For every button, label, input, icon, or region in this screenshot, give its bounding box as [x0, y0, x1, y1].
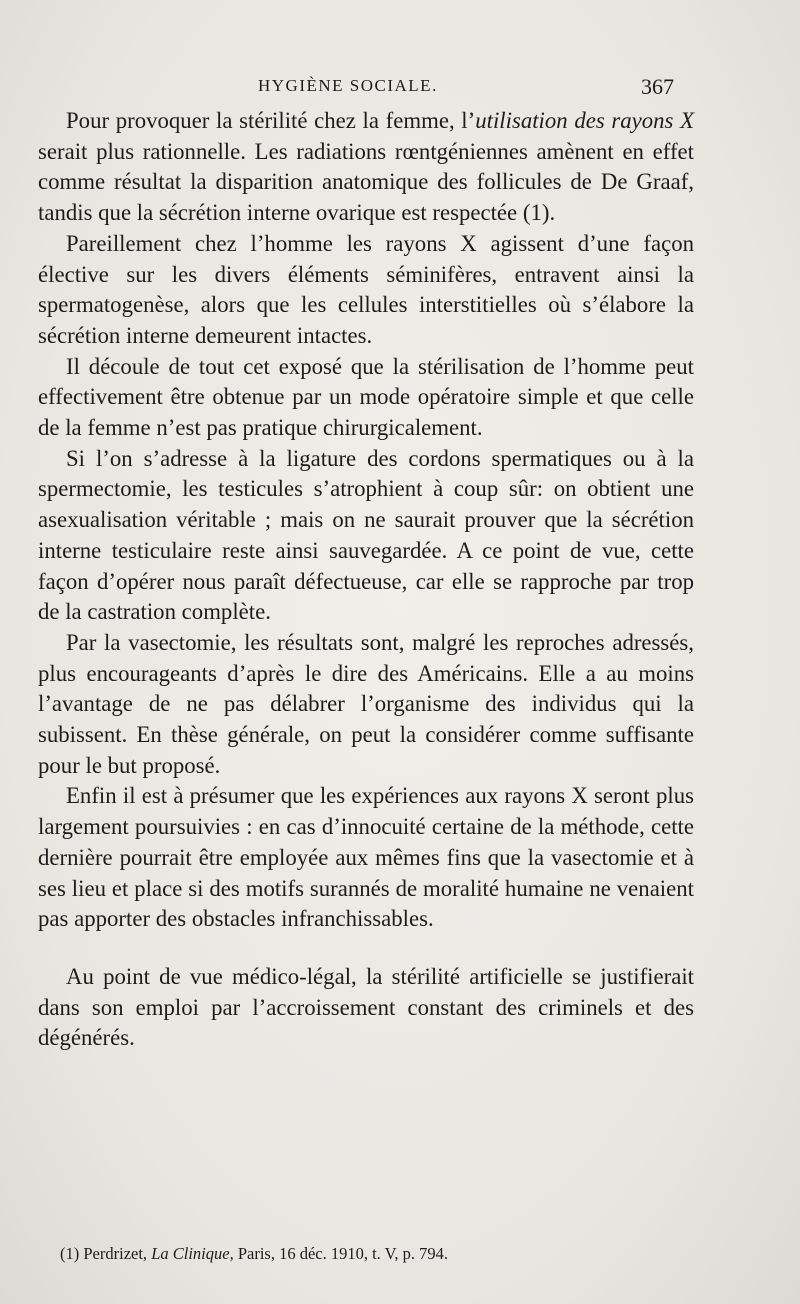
running-title: HYGIÈNE SOCIALE.: [258, 76, 438, 95]
paragraph-xray-women: [38, 106, 694, 229]
paragraph-1-lead: Pour provoquer la stérilité chez la femme, l’: [66, 108, 476, 133]
paragraph-xray-future: Enfin il est à présumer que les expériences aux rayons X seront plus largement poursuivies : en cas d’innocuité certaine de la méthode, cette dernière pourrait être employée aux mêmes fins que la vasectomie et à ses lieu et place si des motifs surannés de moralité humaine ne venaient pas apporter des obstacles infranchissables.: [38, 783, 694, 932]
paragraph-xray-men: Pareillement chez l’homme les rayons X agissent d’une façon élective sur les divers éléments séminifères, entravent ainsi la spermatogenèse, alors que les cellules interstitielles où s’élabore la sécrétion interne demeurent intactes.: [38, 230, 694, 348]
paragraph-conclusion: Il découle de tout cet exposé que la stérilisation de l’homme peut effectivement être obtenue par un mode opératoire simple et que celle de la femme n’est pas pratique chirurgicalement.: [38, 353, 694, 441]
paragraph-ligature: Si l’on s’adresse à la ligature des cordons spermatiques ou à la spermectomie, les testicules s’atrophient à coup sûr: on obtient une asexualisation véritable ; mais on ne saurait prouver que la sécrétion interne testiculaire reste ainsi sauvegardée. A ce point de vue, cette façon d’opérer nous paraît défectueuse, car elle se rapproche par trop de la castration complète.: [38, 445, 694, 625]
running-head: [0, 74, 800, 104]
footnote-details: Paris, 16 déc. 1910, t. V, p. 794.: [237, 1244, 449, 1263]
page-number: 367: [641, 74, 674, 99]
paragraph-vasectomy: Par la vasectomie, les résultats sont, malgré les reproches adressés, plus encourageants d’après le dire des Américains. Elle a au moins l’avantage de ne pas délabrer l’organisme des individus qui la subissent. En thèse générale, on peut la considérer comme suffisante pour le but proposé.: [38, 629, 694, 778]
footnote-author: Perdrizet,: [83, 1244, 148, 1263]
body-text: [38, 106, 694, 1054]
footnote-marker: (1): [60, 1244, 80, 1263]
paragraph-1-emphasis: utilisation des rayons X: [475, 108, 694, 133]
footnote: [38, 1244, 694, 1264]
paragraph-medico-legal: Au point de vue médico-légal, la stérilité artificielle se justifierait dans son emploi par l’accroissement constant des criminels et des dégénérés.: [38, 963, 694, 1051]
paragraph-1-rest: serait plus rationnelle. Les radiations rœntgéniennes amènent en effet comme résultat la disparition anatomique des follicules de De Graaf, tandis que la sécrétion interne ovarique est respectée (1).: [38, 138, 694, 226]
footnote-journal: La Clinique,: [151, 1244, 234, 1263]
